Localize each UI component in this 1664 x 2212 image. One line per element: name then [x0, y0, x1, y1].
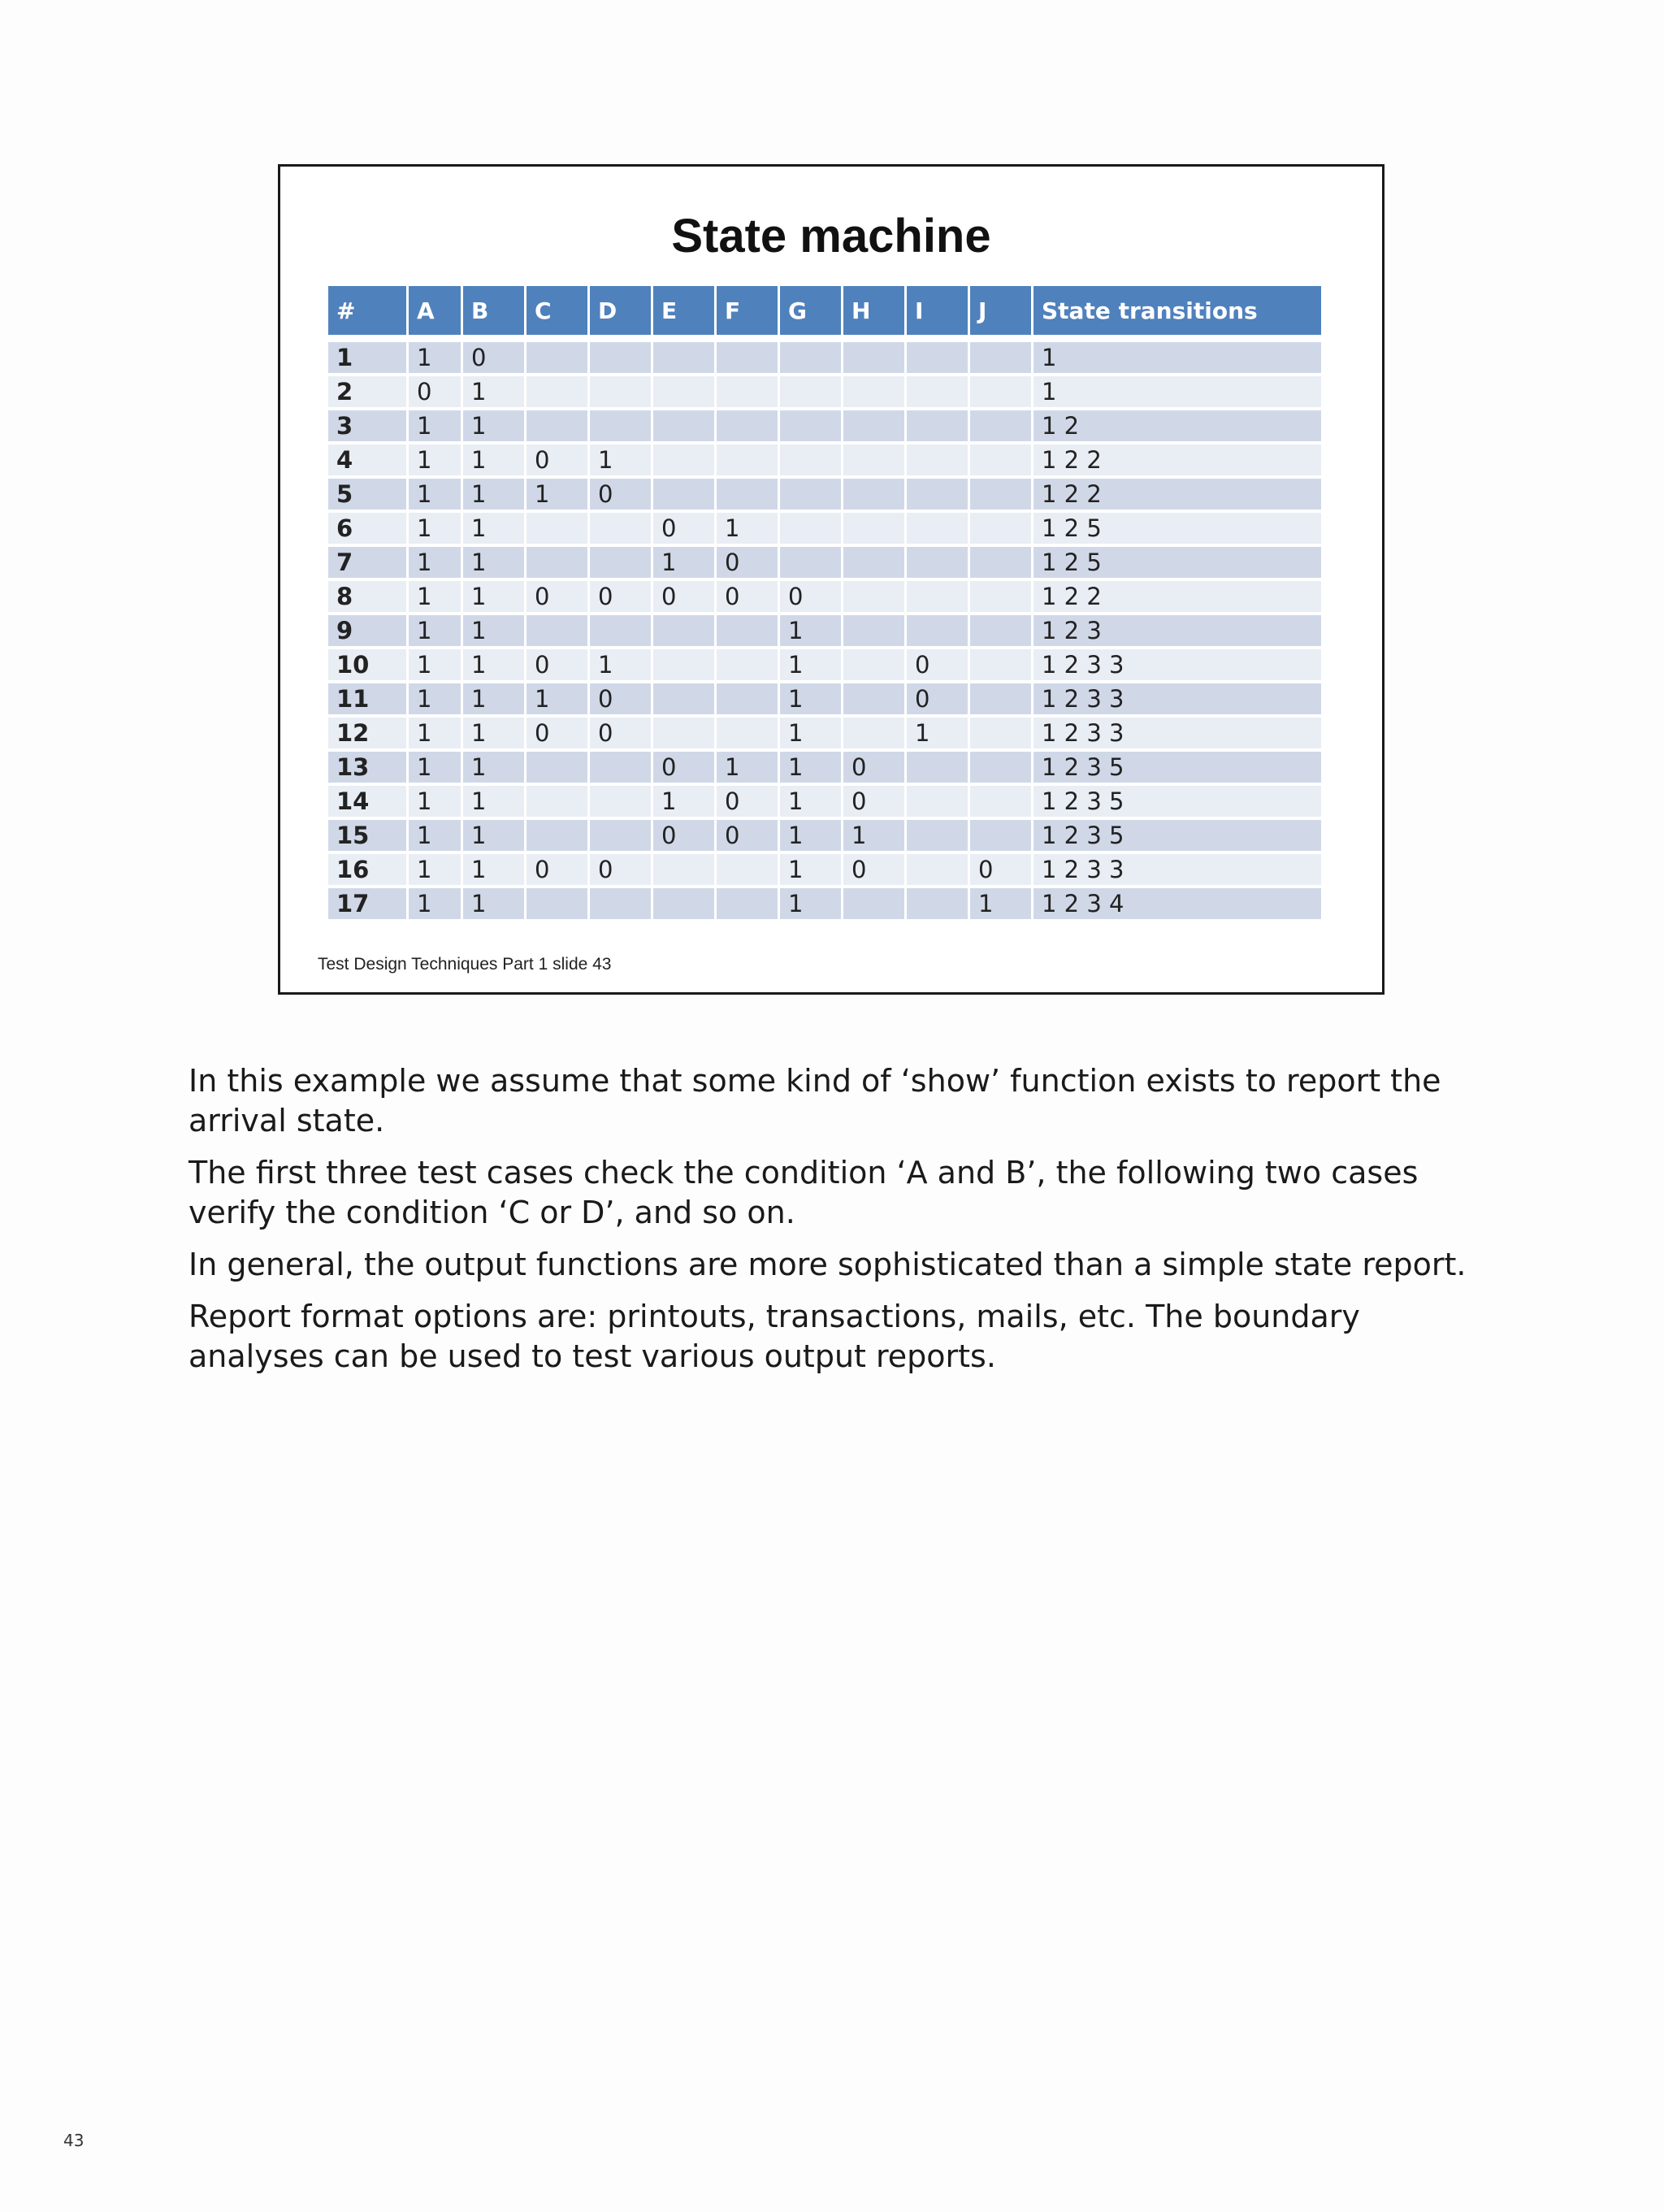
- table-cell: [970, 716, 1031, 750]
- table-cell: [717, 340, 778, 375]
- table-body: [328, 340, 1321, 921]
- row-number-cell: 13: [328, 750, 406, 784]
- table-cell: [717, 852, 778, 887]
- table-cell: 1: [717, 750, 778, 784]
- table-cell: 1: [780, 852, 841, 887]
- table-cell: 1: [463, 852, 524, 887]
- state-machine-table: [326, 286, 1324, 921]
- state-transitions-cell: 1 2 3 3: [1034, 852, 1321, 887]
- table-cell: 1: [463, 716, 524, 750]
- table-row: [328, 750, 1321, 784]
- table-row: [328, 818, 1321, 852]
- slide-footer: Test Design Techniques Part 1 slide 43: [318, 955, 612, 974]
- table-cell: [843, 511, 904, 545]
- table-cell: [526, 375, 587, 409]
- table-cell: [970, 340, 1031, 375]
- table-cell: [653, 648, 714, 682]
- table-cell: 0: [526, 648, 587, 682]
- table-cell: [590, 818, 651, 852]
- table-cell: 0: [717, 579, 778, 614]
- table-row: [328, 716, 1321, 750]
- table-cell: 1: [409, 340, 461, 375]
- table-cell: 1: [780, 682, 841, 716]
- state-transitions-cell: 1 2 5: [1034, 511, 1321, 545]
- table-cell: [970, 409, 1031, 443]
- header-cell: J: [970, 286, 1031, 340]
- table-cell: [843, 409, 904, 443]
- table-cell: [907, 887, 968, 921]
- table-cell: 1: [843, 818, 904, 852]
- table-cell: 1: [463, 443, 524, 477]
- table-row: [328, 443, 1321, 477]
- table-cell: 1: [463, 648, 524, 682]
- paragraph: The first three test cases check the condition ‘A and B’, the following two cases verify the condition ‘C or D’, and so on.: [188, 1155, 1419, 1230]
- table-cell: 1: [463, 614, 524, 648]
- header-cell: H: [843, 286, 904, 340]
- state-transitions-cell: 1 2 3: [1034, 614, 1321, 648]
- table-cell: [907, 852, 968, 887]
- row-number-cell: 2: [328, 375, 406, 409]
- row-number-cell: 14: [328, 784, 406, 818]
- table-cell: 1: [409, 887, 461, 921]
- table-cell: 1: [463, 784, 524, 818]
- table-cell: [780, 340, 841, 375]
- table-cell: 1: [463, 579, 524, 614]
- table-cell: [526, 511, 587, 545]
- table-cell: 1: [463, 545, 524, 579]
- table-cell: 0: [717, 545, 778, 579]
- table-cell: 1: [463, 477, 524, 511]
- row-number-cell: 6: [328, 511, 406, 545]
- header-cell: G: [780, 286, 841, 340]
- table-cell: 1: [409, 579, 461, 614]
- table-cell: 0: [843, 852, 904, 887]
- page-number: 43: [63, 2131, 84, 2150]
- table-cell: 1: [590, 443, 651, 477]
- state-transitions-cell: 1 2 2: [1034, 443, 1321, 477]
- row-number-cell: 7: [328, 545, 406, 579]
- table-cell: 1: [409, 648, 461, 682]
- table-cell: 1: [970, 887, 1031, 921]
- state-transitions-cell: 1 2 3 5: [1034, 750, 1321, 784]
- table-cell: [653, 409, 714, 443]
- table-cell: 1: [463, 818, 524, 852]
- state-transitions-cell: 1 2 3 5: [1034, 784, 1321, 818]
- row-number-cell: 11: [328, 682, 406, 716]
- table-cell: 1: [463, 750, 524, 784]
- table-cell: 1: [409, 545, 461, 579]
- table-cell: [780, 477, 841, 511]
- table-cell: 1: [409, 409, 461, 443]
- table-cell: 1: [409, 852, 461, 887]
- table-cell: [590, 887, 651, 921]
- table-header-row: [328, 286, 1321, 340]
- table-cell: [780, 375, 841, 409]
- table-cell: [970, 648, 1031, 682]
- table-cell: [970, 511, 1031, 545]
- table-row: [328, 648, 1321, 682]
- table-row: [328, 682, 1321, 716]
- table-row: [328, 477, 1321, 511]
- table-cell: 1: [409, 477, 461, 511]
- table-cell: [590, 545, 651, 579]
- row-number-cell: 4: [328, 443, 406, 477]
- row-number-cell: 10: [328, 648, 406, 682]
- table-cell: [970, 614, 1031, 648]
- table-cell: [970, 750, 1031, 784]
- table-cell: [717, 477, 778, 511]
- table-cell: [653, 340, 714, 375]
- paragraph: In general, the output functions are more sophisticated than a simple state report.: [188, 1247, 1467, 1282]
- table-cell: [843, 443, 904, 477]
- slide-title: State machine: [671, 210, 991, 262]
- header-cell: F: [717, 286, 778, 340]
- header-cell: I: [907, 286, 968, 340]
- table-cell: 1: [653, 784, 714, 818]
- table-cell: [970, 443, 1031, 477]
- table-cell: 0: [843, 750, 904, 784]
- table-cell: [653, 682, 714, 716]
- table-cell: [653, 375, 714, 409]
- header-cell: E: [653, 286, 714, 340]
- table-cell: [717, 716, 778, 750]
- table-cell: [653, 477, 714, 511]
- table-cell: [843, 579, 904, 614]
- state-transitions-cell: 1 2 3 3: [1034, 648, 1321, 682]
- table-cell: [907, 375, 968, 409]
- table-cell: [843, 614, 904, 648]
- state-transitions-cell: 1: [1034, 340, 1321, 375]
- table-row: [328, 340, 1321, 375]
- table-cell: [907, 409, 968, 443]
- table-cell: [780, 511, 841, 545]
- table-cell: [653, 716, 714, 750]
- row-number-cell: 8: [328, 579, 406, 614]
- table-cell: 1: [409, 716, 461, 750]
- table-cell: 1: [463, 409, 524, 443]
- table-cell: 1: [409, 784, 461, 818]
- table-cell: 0: [590, 852, 651, 887]
- table-cell: [970, 375, 1031, 409]
- table-cell: [590, 340, 651, 375]
- state-transitions-cell: 1 2 5: [1034, 545, 1321, 579]
- table-cell: [843, 887, 904, 921]
- table-cell: 0: [717, 818, 778, 852]
- table-cell: [843, 716, 904, 750]
- table-cell: [970, 477, 1031, 511]
- table-cell: 1: [780, 818, 841, 852]
- table-cell: 0: [409, 375, 461, 409]
- table-cell: 0: [907, 682, 968, 716]
- table-cell: [653, 852, 714, 887]
- table-cell: 1: [409, 511, 461, 545]
- table-cell: [907, 614, 968, 648]
- table-cell: [590, 375, 651, 409]
- table-cell: [526, 545, 587, 579]
- table-cell: [970, 818, 1031, 852]
- table-cell: [907, 477, 968, 511]
- state-transitions-cell: 1 2: [1034, 409, 1321, 443]
- table-cell: [717, 648, 778, 682]
- table-cell: [843, 340, 904, 375]
- table-cell: 0: [590, 682, 651, 716]
- table-cell: [843, 648, 904, 682]
- table-cell: [970, 682, 1031, 716]
- table-cell: 0: [717, 784, 778, 818]
- table-cell: [526, 784, 587, 818]
- header-cell: #: [328, 286, 406, 340]
- table-cell: [907, 545, 968, 579]
- table-cell: 0: [526, 579, 587, 614]
- table-cell: [526, 340, 587, 375]
- table-cell: [843, 545, 904, 579]
- table-cell: [590, 511, 651, 545]
- table-cell: [717, 375, 778, 409]
- table-cell: 1: [526, 682, 587, 716]
- table-cell: [526, 614, 587, 648]
- table-cell: 1: [780, 648, 841, 682]
- table-cell: 1: [409, 682, 461, 716]
- table-cell: 1: [463, 511, 524, 545]
- table-cell: 1: [463, 682, 524, 716]
- table-cell: 0: [590, 579, 651, 614]
- table-row: [328, 375, 1321, 409]
- table-row: [328, 852, 1321, 887]
- table-row: [328, 545, 1321, 579]
- table-cell: [590, 784, 651, 818]
- table-cell: [526, 409, 587, 443]
- header-cell: A: [409, 286, 461, 340]
- row-number-cell: 12: [328, 716, 406, 750]
- table-cell: 1: [590, 648, 651, 682]
- row-number-cell: 3: [328, 409, 406, 443]
- table-cell: 0: [526, 716, 587, 750]
- table-cell: [590, 409, 651, 443]
- table-cell: [907, 750, 968, 784]
- table-cell: 1: [780, 750, 841, 784]
- header-cell: D: [590, 286, 651, 340]
- table-cell: 0: [590, 477, 651, 511]
- slide-image: [278, 164, 1384, 995]
- header-cell: C: [526, 286, 587, 340]
- table-cell: 1: [463, 887, 524, 921]
- table-row: [328, 887, 1321, 921]
- paragraph: Report format options are: printouts, transactions, mails, etc. The boundary analyses can be used to test various output reports.: [188, 1299, 1360, 1374]
- table-row: [328, 614, 1321, 648]
- table-cell: [717, 409, 778, 443]
- table-cell: 1: [780, 784, 841, 818]
- table-cell: 1: [463, 375, 524, 409]
- table-cell: 1: [409, 818, 461, 852]
- table-cell: [970, 784, 1031, 818]
- table-cell: 0: [526, 443, 587, 477]
- header-cell: State transitions: [1034, 286, 1321, 340]
- row-number-cell: 9: [328, 614, 406, 648]
- state-transitions-cell: 1 2 2: [1034, 579, 1321, 614]
- table-cell: [970, 545, 1031, 579]
- row-number-cell: 15: [328, 818, 406, 852]
- body-text: [188, 1061, 1480, 1389]
- table-cell: [843, 477, 904, 511]
- table-cell: 0: [653, 818, 714, 852]
- row-number-cell: 16: [328, 852, 406, 887]
- table-cell: [653, 443, 714, 477]
- state-transitions-cell: 1: [1034, 375, 1321, 409]
- table-cell: 0: [907, 648, 968, 682]
- table-cell: 1: [907, 716, 968, 750]
- table-cell: 1: [409, 614, 461, 648]
- table-row: [328, 511, 1321, 545]
- table-cell: [653, 887, 714, 921]
- state-transitions-cell: 1 2 3 3: [1034, 716, 1321, 750]
- table-cell: [653, 614, 714, 648]
- table-row: [328, 784, 1321, 818]
- state-transitions-cell: 1 2 2: [1034, 477, 1321, 511]
- row-number-cell: 5: [328, 477, 406, 511]
- table-cell: [907, 579, 968, 614]
- state-transitions-cell: 1 2 3 5: [1034, 818, 1321, 852]
- table-cell: 0: [653, 750, 714, 784]
- table-cell: [526, 818, 587, 852]
- row-number-cell: 17: [328, 887, 406, 921]
- table-cell: [907, 818, 968, 852]
- table-cell: 0: [843, 784, 904, 818]
- table-row: [328, 409, 1321, 443]
- table-cell: [717, 887, 778, 921]
- table-cell: [907, 340, 968, 375]
- state-transitions-cell: 1 2 3 4: [1034, 887, 1321, 921]
- table-cell: 1: [780, 887, 841, 921]
- table-cell: [526, 887, 587, 921]
- table-cell: 1: [409, 443, 461, 477]
- table-cell: [843, 375, 904, 409]
- table-cell: [780, 443, 841, 477]
- table-cell: [907, 443, 968, 477]
- table-cell: 1: [780, 614, 841, 648]
- table-cell: [780, 545, 841, 579]
- table-cell: [843, 682, 904, 716]
- table-cell: 0: [463, 340, 524, 375]
- table-cell: [907, 511, 968, 545]
- table-cell: 1: [409, 750, 461, 784]
- table-cell: 0: [780, 579, 841, 614]
- table-cell: 1: [717, 511, 778, 545]
- state-transitions-cell: 1 2 3 3: [1034, 682, 1321, 716]
- table-cell: 0: [526, 852, 587, 887]
- table-cell: [717, 443, 778, 477]
- table-cell: [780, 409, 841, 443]
- table-cell: 0: [653, 579, 714, 614]
- table-cell: [590, 614, 651, 648]
- table-cell: [717, 682, 778, 716]
- header-cell: B: [463, 286, 524, 340]
- table-cell: 1: [526, 477, 587, 511]
- table-cell: 0: [653, 511, 714, 545]
- table-cell: 1: [780, 716, 841, 750]
- table-cell: [590, 750, 651, 784]
- table-cell: 1: [653, 545, 714, 579]
- table-cell: 0: [590, 716, 651, 750]
- table-cell: [526, 750, 587, 784]
- table-row: [328, 579, 1321, 614]
- table-cell: 0: [970, 852, 1031, 887]
- paragraph: In this example we assume that some kind of ‘show’ function exists to report the arrival state.: [188, 1063, 1441, 1139]
- row-number-cell: 1: [328, 340, 406, 375]
- table-cell: [970, 579, 1031, 614]
- table-cell: [717, 614, 778, 648]
- table-cell: [907, 784, 968, 818]
